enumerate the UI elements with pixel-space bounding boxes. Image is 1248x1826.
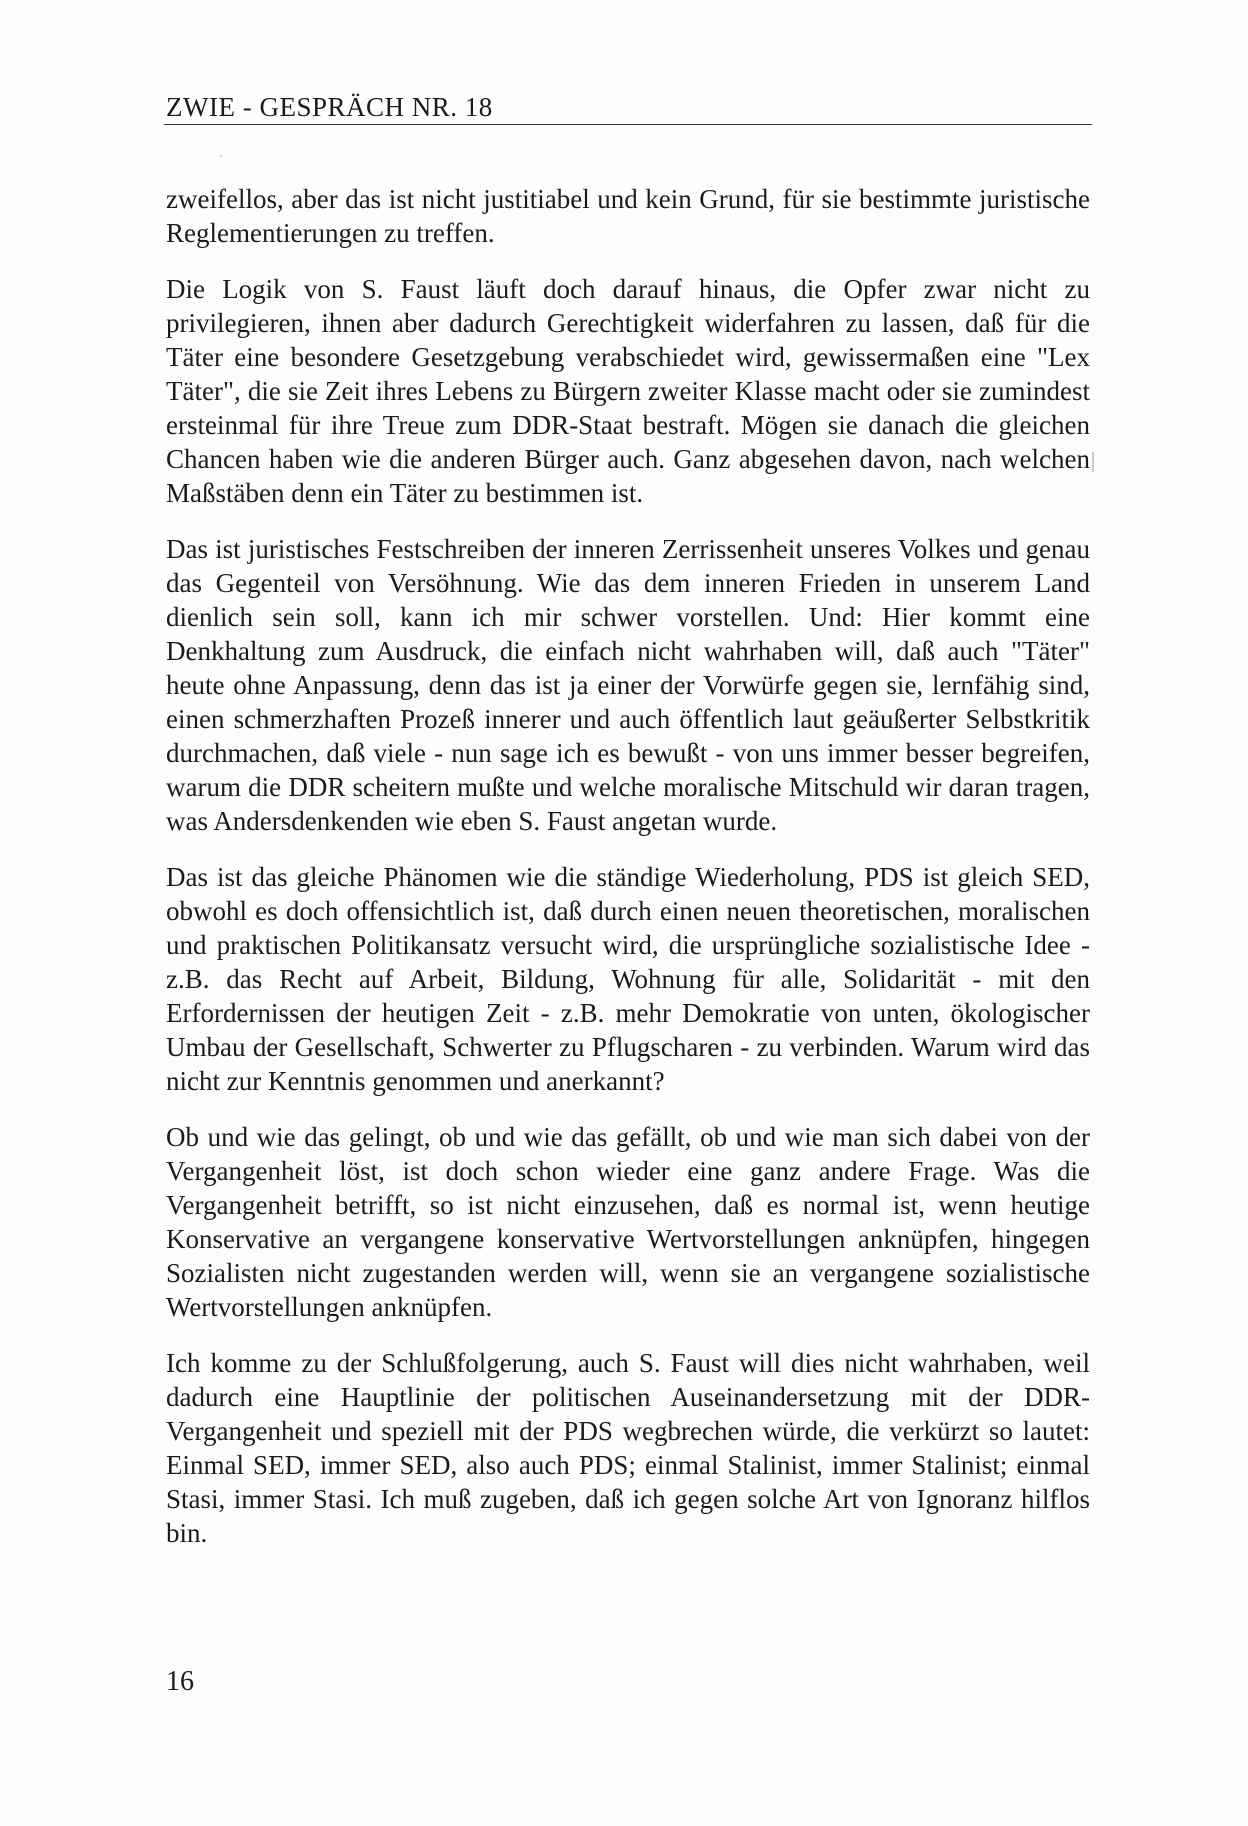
running-header	[164, 88, 1092, 125]
paragraph-5: Ob und wie das gelingt, ob und wie das gefällt, ob und wie man sich dabei von der Vergangenheit löst, ist doch schon wieder eine ganz andere Frage. Was die Vergangenheit betrifft, so ist nicht einzusehen, daß es normal ist, wenn heutige Konservative an vergangene konservative Wertvorstellungen anknüpfen, hingegen Sozialisten nicht zugestanden werden will, wenn sie an vergangene sozialistische Wertvorstellungen anknüpfen.	[166, 1122, 1090, 1322]
header-title: ZWIE - GESPRÄCH NR. 18	[166, 92, 493, 122]
paragraph-2: Die Logik von S. Faust läuft doch darauf hinaus, die Opfer zwar nicht zu privilegieren, ihnen aber dadurch Gerechtigkeit widerfahren zu lassen, daß für die Täter eine besondere Gesetzgebung verabschiedet wird, gewissermaßen eine "Lex Täter", die sie Zeit ihres Lebens zu Bürgern zweiter Klasse macht oder sie zumindest ersteinmal für ihre Treue zum DDR-Staat bestraft. Mögen sie danach die gleichen Chancen haben wie die anderen Bürger auch. Ganz abgesehen davon, nach welchen Maßstäben denn ein Täter zu bestimmen ist.	[166, 274, 1090, 508]
paragraph-6: Ich komme zu der Schlußfolgerung, auch S. Faust will dies nicht wahrhaben, weil dadurch eine Hauptlinie der politischen Auseinandersetzung mit der DDR-Vergangenheit und speziell mit der PDS wegbrechen würde, die verkürzt so lautet: Einmal SED, immer SED, also auch PDS; einmal Stalinist, immer Stalinist; einmal Stasi, immer Stasi. Ich muß zugeben, daß ich gegen solche Art von Ignoranz hilflos bin.	[166, 1348, 1090, 1548]
paragraph-3: Das ist juristisches Festschreiben der inneren Zerrissenheit unseres Volkes und genau das Gegenteil von Versöhnung. Wie das dem inneren Frieden in unserem Land dienlich sein soll, kann ich mir schwer vorstellen. Und: Hier kommt eine Denkhaltung zum Ausdruck, die einfach nicht wahrhaben will, daß auch "Täter" heute ohne Anpassung, denn das ist ja einer der Vorwürfe gegen sie, lernfähig sind, einen schmerzhaften Prozeß innerer und auch öffentlich laut geäußerter Selbstkritik durchmachen, daß viele - nun sage ich es bewußt - von uns immer besser begreifen, warum die DDR scheitern mußte und welche moralische Mitschuld wir daran tragen, was Andersdenkenden wie eben S. Faust angetan wurde.	[166, 534, 1090, 836]
margin-mark	[1092, 452, 1094, 472]
paragraph-4: Das ist das gleiche Phänomen wie die ständige Wiederholung, PDS ist gleich SED, obwohl es doch offensichtlich ist, daß durch einen neuen theoretischen, moralischen und praktischen Politikansatz versucht wird, die ursprüngliche sozialistische Idee - z.B. das Recht auf Arbeit, Bildung, Wohnung für alle, Solidarität - mit den Erfordernissen der heutigen Zeit - z.B. mehr Demokratie von unten, ökologischer Umbau der Gesellschaft, Schwerter zu Pflugscharen - zu verbinden. Warum wird das nicht zur Kenntnis genommen und anerkannt?	[166, 862, 1090, 1096]
scan-speck	[220, 155, 222, 157]
body-text	[166, 182, 1090, 1572]
paragraph-1: zweifellos, aber das ist nicht justitiabel und kein Grund, für sie bestimmte juristische Reglementierungen zu treffen.	[166, 184, 1090, 248]
page-number: 16	[166, 1666, 194, 1697]
